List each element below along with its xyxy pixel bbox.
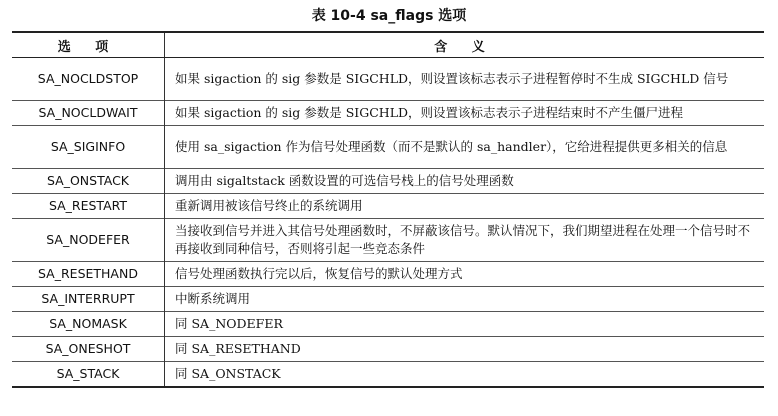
flag-description: 同 SA_NODEFER — [165, 312, 765, 337]
flag-description: 中断系统调用 — [165, 287, 765, 312]
flag-name: SA_STACK — [12, 362, 165, 388]
flag-name: SA_NOCLDWAIT — [12, 101, 165, 126]
sa-flags-table — [12, 31, 764, 388]
flag-name: SA_RESETHAND — [12, 262, 165, 287]
flag-description: 调用由 sigaltstack 函数设置的可选信号栈上的信号处理函数 — [165, 169, 765, 194]
flag-name: SA_INTERRUPT — [12, 287, 165, 312]
flag-description: 如果 sigaction 的 sig 参数是 SIGCHLD，则设置该标志表示子进程结束时不产生僵尸进程 — [165, 101, 765, 126]
table-row — [12, 262, 764, 287]
header-meaning: 含 义 — [165, 32, 765, 58]
flag-description: 信号处理函数执行完以后，恢复信号的默认处理方式 — [165, 262, 765, 287]
flag-description: 当接收到信号并进入其信号处理函数时，不屏蔽该信号。默认情况下，我们期望进程在处理一个信号时不再接收到同种信号，否则将引起一些竞态条件 — [165, 219, 765, 262]
flag-description: 如果 sigaction 的 sig 参数是 SIGCHLD，则设置该标志表示子进程暂停时不生成 SIGCHLD 信号 — [165, 58, 765, 101]
flag-name: SA_NOCLDSTOP — [12, 58, 165, 101]
table-caption: 表 10-4 sa_flags 选项 — [311, 8, 467, 24]
table-row — [12, 287, 764, 312]
table-row — [12, 126, 764, 169]
flag-description: 同 SA_ONSTACK — [165, 362, 765, 388]
flag-name: SA_SIGINFO — [12, 126, 165, 169]
flag-name: SA_ONESHOT — [12, 337, 165, 362]
flag-description: 使用 sa_sigaction 作为信号处理函数（而不是默认的 sa_handler），它给进程提供更多相关的信息 — [165, 126, 765, 169]
flag-name: SA_RESTART — [12, 194, 165, 219]
table-row — [12, 337, 764, 362]
table-row — [12, 194, 764, 219]
table-row — [12, 362, 764, 388]
flag-name: SA_NOMASK — [12, 312, 165, 337]
header-row — [12, 32, 764, 58]
flag-name: SA_NODEFER — [12, 219, 165, 262]
table-row — [12, 312, 764, 337]
flag-description: 同 SA_RESETHAND — [165, 337, 765, 362]
table-row — [12, 219, 764, 262]
flag-description: 重新调用被该信号终止的系统调用 — [165, 194, 765, 219]
table-row — [12, 58, 764, 101]
table-row — [12, 169, 764, 194]
header-option: 选 项 — [12, 32, 165, 58]
flag-name: SA_ONSTACK — [12, 169, 165, 194]
table-row — [12, 101, 764, 126]
